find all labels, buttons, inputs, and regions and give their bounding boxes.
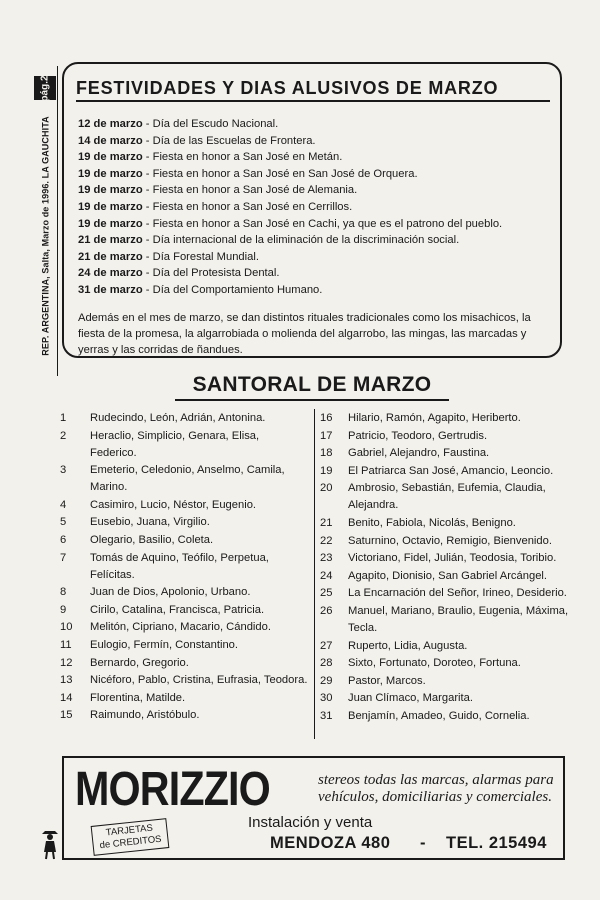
santoral-names: Casimiro, Lucio, Néstor, Eugenio. <box>90 498 257 511</box>
santoral-row <box>320 708 570 725</box>
festividad-date: 19 de marzo <box>78 200 143 213</box>
festividad-date: 19 de marzo <box>78 167 143 180</box>
santoral-day: 21 <box>320 516 333 529</box>
side-caption-text: REP. ARGENTINA, Salta, Marzo de 1996. LA GAUCHITA <box>41 116 52 356</box>
santoral-day: 17 <box>320 429 333 442</box>
festividades-list <box>78 116 558 299</box>
festividad-row <box>78 116 558 133</box>
santoral-row <box>60 550 308 584</box>
santoral-day: 1 <box>60 412 67 424</box>
santoral-row <box>320 428 570 445</box>
festividad-date: 21 de marzo <box>78 234 143 247</box>
festividad-row <box>78 265 558 282</box>
festividad-text: - Fiesta en honor a San José en Cerrillos. <box>142 200 353 213</box>
santoral-day: 9 <box>60 603 67 616</box>
santoral-names: Florentina, Matilde. <box>90 691 186 704</box>
ad-install-text: Instalación y venta <box>248 814 373 831</box>
santoral-row <box>60 655 308 672</box>
festividad-text: - Fiesta en honor a San José en San José de Orquera. <box>142 167 418 180</box>
santoral-row <box>60 619 308 636</box>
santoral-names: Manuel, Mariano, Braulio, Eugenia, Máxima, Tecla. <box>348 604 569 634</box>
festividades-title-rule <box>76 100 550 102</box>
festividad-row <box>78 133 558 150</box>
festividad-date: 21 de marzo <box>78 250 143 263</box>
santoral-day: 19 <box>320 464 333 477</box>
santoral-row <box>320 445 570 462</box>
festividad-text: - Fiesta en honor a San José en Cachi, ya que es el patrono del pueblo. <box>142 217 503 230</box>
festividades-paragraph: Además en el mes de marzo, se dan distintos rituales tradicionales como los misachicos, la fiesta de la promesa, la algarrobiada o molienda del algarrobo, las mingas, las marcadas y yerras y las corridas de ñandues. <box>78 312 531 356</box>
santoral-right-column <box>320 410 570 726</box>
festividad-row <box>78 166 558 183</box>
festividad-date: 19 de marzo <box>78 151 143 164</box>
santoral-row <box>60 410 308 427</box>
santoral-row <box>60 707 308 724</box>
santoral-day: 16 <box>320 412 333 424</box>
santoral-row <box>320 603 570 637</box>
santoral-day: 14 <box>60 691 73 704</box>
santoral-row <box>320 638 570 655</box>
santoral-names: Rudecindo, León, Adrián, Antonina. <box>90 412 266 424</box>
santoral-day: 25 <box>320 587 333 600</box>
santoral-names: Eusebio, Juana, Virgilio. <box>90 516 210 529</box>
festividad-date: 14 de marzo <box>78 134 143 147</box>
festividad-text: - Día internacional de la eliminación de la discriminación social. <box>142 234 460 247</box>
side-divider <box>57 66 58 376</box>
ad-phone: TEL. 215494 <box>446 834 547 852</box>
santoral-column-divider <box>314 409 315 739</box>
festividad-row <box>78 149 558 166</box>
santoral-day: 23 <box>320 552 333 565</box>
santoral-names: Victoriano, Fidel, Julián, Teodosia, Toribio. <box>348 552 557 565</box>
santoral-row <box>320 533 570 550</box>
santoral-day: 22 <box>320 534 333 547</box>
santoral-day: 15 <box>60 709 73 722</box>
santoral-day: 5 <box>60 516 67 529</box>
santoral-names: Tomás de Aquino, Teófilo, Perpetua, Felícitas. <box>90 551 269 581</box>
santoral-names: La Encarnación del Señor, Irineo, Desiderio. <box>348 587 567 600</box>
santoral-names: Juan Clímaco, Margarita. <box>348 692 473 705</box>
santoral-day: 7 <box>60 551 67 564</box>
santoral-row <box>320 515 570 532</box>
festividad-date: 12 de marzo <box>78 118 143 130</box>
santoral-names: Gabriel, Alejandro, Faustina. <box>348 447 490 460</box>
santoral-day: 30 <box>320 692 333 705</box>
santoral-names: Saturnino, Octavio, Remigio, Bienvenido. <box>348 534 552 547</box>
santoral-names: Ruperto, Lidia, Augusta. <box>348 639 468 652</box>
santoral-day: 18 <box>320 447 333 460</box>
santoral-names: Benjamín, Amadeo, Guido, Cornelia. <box>348 709 530 722</box>
festividad-row <box>78 249 558 266</box>
santoral-day: 12 <box>60 656 73 669</box>
santoral-day: 29 <box>320 674 333 687</box>
ad-brand-name: MORIZZIO <box>75 763 270 816</box>
santoral-names: Agapito, Dionisio, San Gabriel Arcángel. <box>348 569 548 582</box>
santoral-row <box>320 550 570 567</box>
ad-tagline: stereos todas las marcas, alarmas para vehículos, domiciliarias y comerciales. <box>318 772 554 805</box>
santoral-names: Olegario, Basilio, Coleta. <box>90 533 214 546</box>
santoral-names: Eulogio, Fermín, Constantino. <box>90 638 238 651</box>
ad-address: MENDOZA 480 <box>270 834 391 852</box>
santoral-names: Pastor, Marcos. <box>348 674 426 687</box>
festividad-text: - Fiesta en honor a San José de Alemania. <box>142 184 358 197</box>
santoral-names: Melitón, Cipriano, Macario, Cándido. <box>90 621 271 634</box>
festividad-date: 31 de marzo <box>78 283 143 296</box>
festividad-text: - Día del Protesista Dental. <box>142 267 280 280</box>
santoral-row <box>320 585 570 602</box>
page-number-label: pág.2 <box>39 74 51 102</box>
santoral-day: 2 <box>60 429 67 442</box>
santoral-row <box>320 463 570 480</box>
santoral-names: Hilario, Ramón, Agapito, Heriberto. <box>348 412 521 424</box>
santoral-day: 13 <box>60 674 73 687</box>
festividad-date: 19 de marzo <box>78 217 143 230</box>
gaucho-figure-icon <box>38 826 62 860</box>
santoral-row <box>320 655 570 672</box>
santoral-names: Sixto, Fortunato, Doroteo, Fortuna. <box>348 657 521 670</box>
santoral-day: 24 <box>320 569 333 582</box>
santoral-names: Nicéforo, Pablo, Cristina, Eufrasia, Teodora. <box>90 674 308 687</box>
santoral-day: 6 <box>60 533 67 546</box>
santoral-row <box>320 690 570 707</box>
card-stamp-line2: de CREDITOS <box>99 833 163 852</box>
santoral-row <box>60 584 308 601</box>
ad-separator: - <box>420 834 426 852</box>
festividad-text: - Día del Comportamiento Humano. <box>142 283 323 296</box>
santoral-names: El Patriarca San José, Amancio, Leoncio. <box>348 464 554 477</box>
santoral-row <box>60 428 308 462</box>
card-stamp-line1: TARJETAS <box>105 822 154 839</box>
santoral-names: Patricio, Teodoro, Gertrudis. <box>348 429 488 442</box>
festividad-date: 24 de marzo <box>78 267 143 280</box>
festividad-row <box>78 216 558 233</box>
festividad-row <box>78 199 558 216</box>
santoral-day: 8 <box>60 586 67 599</box>
santoral-row <box>60 602 308 619</box>
santoral-day: 26 <box>320 604 333 617</box>
santoral-day: 28 <box>320 657 333 670</box>
santoral-names: Heraclio, Simplicio, Genara, Elisa, Federico. <box>90 429 260 459</box>
festividad-text: - Día del Escudo Nacional. <box>142 118 279 130</box>
santoral-row <box>320 410 570 427</box>
santoral-day: 10 <box>60 621 73 634</box>
santoral-row <box>60 514 308 531</box>
festividad-date: 19 de marzo <box>78 184 143 197</box>
santoral-row <box>60 672 308 689</box>
santoral-row <box>60 462 308 496</box>
santoral-row <box>60 532 308 549</box>
santoral-row <box>60 637 308 654</box>
santoral-row <box>320 568 570 585</box>
santoral-day: 11 <box>60 638 72 651</box>
santoral-left-column <box>60 410 308 725</box>
santoral-names: Bernardo, Gregorio. <box>90 656 189 669</box>
santoral-names: Ambrosio, Sebastián, Eufemia, Claudia, Alejandra. <box>348 482 546 512</box>
page-number-tab <box>34 76 56 100</box>
santoral-row <box>60 497 308 514</box>
santoral-day: 20 <box>320 482 333 495</box>
santoral-row <box>320 480 570 514</box>
santoral-row <box>320 673 570 690</box>
santoral-title: SANTORAL DE MARZO <box>192 373 432 396</box>
santoral-day: 27 <box>320 639 333 652</box>
festividad-text: - Fiesta en honor a San José en Metán. <box>142 151 343 164</box>
santoral-names: Benito, Fabiola, Nicolás, Benigno. <box>348 516 516 529</box>
santoral-names: Raimundo, Aristóbulo. <box>90 709 200 722</box>
santoral-day: 4 <box>60 498 67 511</box>
festividad-text: - Día Forestal Mundial. <box>142 250 259 263</box>
santoral-row <box>60 690 308 707</box>
festividad-row <box>78 282 558 299</box>
santoral-title-underline <box>175 399 449 401</box>
festividades-title: FESTIVIDADES Y DIAS ALUSIVOS DE MARZO <box>76 78 499 98</box>
festividad-row <box>78 182 558 199</box>
santoral-day: 31 <box>320 709 333 722</box>
santoral-day: 3 <box>60 464 67 477</box>
santoral-names: Juan de Dios, Apolonio, Urbano. <box>90 586 251 599</box>
festividad-row <box>78 232 558 249</box>
santoral-names: Cirilo, Catalina, Francisca, Patricia. <box>90 603 265 616</box>
festividad-text: - Día de las Escuelas de Frontera. <box>142 134 316 147</box>
santoral-names: Emeterio, Celedonio, Anselmo, Camila, Marino. <box>90 464 285 494</box>
